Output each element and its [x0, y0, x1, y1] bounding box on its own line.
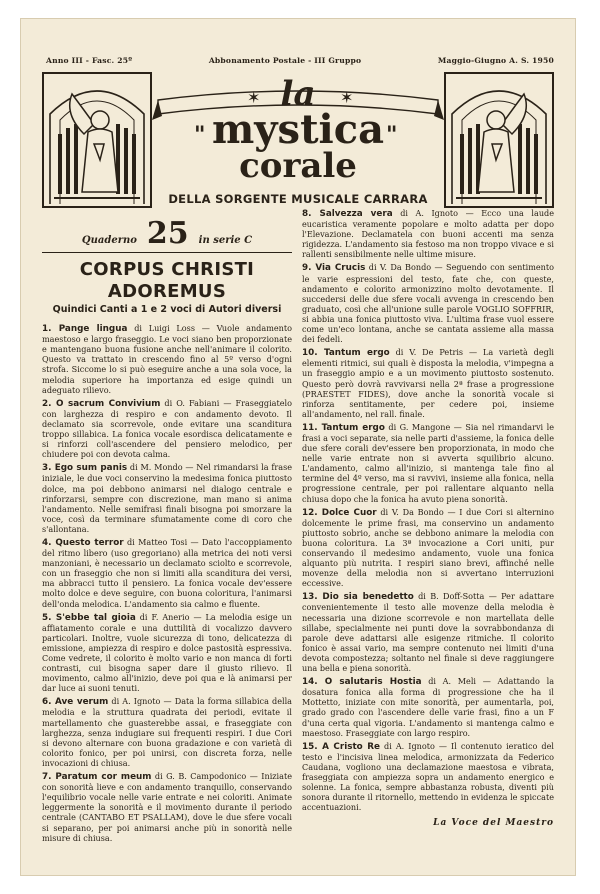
entry	[302, 262, 554, 344]
entry-author: di Matteo Tosi	[126, 536, 188, 547]
entry-heading: 5. S'ebbe tal gioia	[42, 612, 136, 623]
entry-text: — Fraseggiatelo con larghezza di respiro e con andamento devoto. Il declamato sia scorrevole, onde evitare una scanditura troppo sillabica. La fonica vocale esordisca delicatamente e si rinforzi coll'ascendere del pensiero melodico, per chiudere poi con devota calma.	[42, 397, 293, 460]
quaderno-label: Quaderno	[81, 235, 137, 246]
entry	[42, 612, 292, 694]
masthead-subtitle: DELLA SORGENTE MUSICALE CARRARA	[168, 192, 428, 206]
entry	[42, 771, 292, 843]
right-column	[302, 208, 554, 828]
entry-author: di F. Anerio	[139, 611, 190, 622]
entry	[302, 208, 554, 259]
quaderno-serie: in serie C	[198, 235, 253, 246]
entry	[302, 591, 554, 673]
entry-text: — Iniziate con sonorità lieve e con andamento tranquillo, conservando l'equilibrio vocale nelle varie entrate e nei coloriti. Animate leggermente la sonorità e il movimento durante il periodo centrale (CANTABO ET PSALLAM), dove le due sfere vocali si separano, per poi animarsi anche più in sonorità nelle misure di chiusa.	[42, 771, 293, 843]
masthead	[42, 66, 554, 208]
quaderno-number: 25	[146, 216, 189, 251]
entry-heading: 4. Questo terror	[42, 537, 124, 548]
entry-heading: 1. Pange lingua	[42, 324, 128, 335]
entry	[302, 422, 554, 504]
entry-author: di B. Doff-Sotta	[418, 591, 485, 602]
entry-heading: 10. Tantum ergo	[302, 348, 390, 359]
entry-text: — Per adattare convenientemente il testo alle movenze della melodia è necessaria una dizione scorrevole e non martellata delle sillabe, specialmente nei punti dove la sovrabbondanza di parole deve adattarsi alle esigenze ritmiche. Il colorito fonico è assai vario, ma sempre contenuto nei limiti d'una devota compostezza; soltanto nel finale si deve raggiungere una bella e piena sonorità.	[302, 591, 554, 674]
entry-text: — La melodia esige un affiatamento corale e una duttilità di vocalizzo davvero particolari. Inoltre, vuole sicurezza di tono, delicatezza di emissione, ampiezza di respiro e dolce pastosità espressiva. Come vedrete, il colorito è molto vario e non manca di forti contrasti, cui bisogna saper dare il giusto rilievo. Il movimento, calmo all'inizio, deve poi qua e là animarsi per dar luce ai suoni tenuti.	[42, 611, 292, 694]
entry-text: — Nel rimandarsi la frase iniziale, le due voci conservino la medesima fonica piuttosto dolce, ma poi debbono animarsi nel dialogo centrale e rinforzarsi, sempre con discrezione, man mano si anima l'andamento. Nelle semifrasi finali bisogna poi smorzare la voce, così da terminare sfumatamente come di coro che s'allontana.	[42, 462, 293, 534]
entries-list-left	[42, 323, 292, 843]
entry-heading: 2. O sacrum Convivium	[42, 398, 161, 409]
entry-author: di M. Mondo	[129, 462, 183, 473]
footer-signature: La Voce del Maestro	[433, 818, 554, 829]
entry-heading: 9. Via Crucis	[302, 263, 366, 274]
title-mystica: mystica	[211, 106, 385, 153]
entry-author: di O. Fabiani	[164, 397, 220, 408]
entry	[42, 462, 292, 534]
quaderno-line	[42, 216, 292, 251]
entry-author: di Luigi Loss	[134, 323, 195, 334]
entry-heading: 13. Dio sia benedetto	[302, 592, 414, 603]
angel-illustration-right	[444, 72, 554, 208]
page	[20, 18, 576, 876]
title-corale: corale	[239, 146, 357, 186]
entry-text: — Seguendo con sentimento le varie espressioni del testo, fate che, con queste, andamento e colorito armonizzino molto devotamente. Il succedersi delle due sfere vocali avvenga in crescendo ben graduato, così che all'unione sulle parole VOGLIO SOFFRIR, si abbia una fonica piuttosto viva. L'ultima frase vuol essere come un'eco lontana, anche se cantata assieme alla massa dei fedeli.	[302, 262, 555, 345]
star-icon: ✶	[247, 88, 261, 107]
entry-heading: 8. Salvezza vera	[302, 209, 393, 219]
main-subtitle: Quindici Canti a 1 e 2 voci di Autori diversi	[52, 304, 282, 315]
entry	[302, 676, 554, 738]
entry	[302, 347, 554, 419]
entry-text: — Sia nel rimandarvi le frasi a voci separate, sia nelle parti d'assieme, la fonica delle due sfere corali dev'essere ben proporzionata, in modo che nelle varie entrate non si avverta squilibrio alcuno. L'andamento, calmo all'inizio, si mantenga tale fino al termine del 4º verso, ma si ravvivi, insieme alla fonica, nella progressione centrale, per poi rallentare alquanto nella chiusa dopo che la fonica ha avuto piena sonorità.	[302, 421, 554, 504]
quote-mark-left: "	[194, 122, 206, 148]
entry	[42, 537, 292, 609]
star-icon: ✶	[340, 88, 354, 107]
entry-text: — Ecco una laude eucaristica veramente popolare e molto adatta per dopo l'Elevazione. Declamatela con buoni accenti ma senza rigidezza. L'andamento sia festoso ma non troppo vivace e si rallenti sensibilmente nelle ultime misure.	[302, 208, 555, 260]
entry-author: di V. Da Bondo	[380, 506, 444, 517]
entry-heading: 15. A Cristo Re	[302, 741, 380, 752]
left-column	[42, 214, 292, 846]
entry-text: — Dato l'accoppiamento del ritmo libero (uso gregoriano) alla metrica dei noti versi manzoniani, è necessario un declamato sciolto e scorrevole, con un fraseggio che non si limiti alla scanditura dei versi, ma abbracci tutto il pensiero. La fonica vocale dev'essere molto dolce e deve seguire, con buona coloritura, l'animarsi dell'onda melodica. L'andamento sia calmo e fluente.	[42, 536, 292, 609]
entry-author: di V. De Petris	[395, 347, 464, 358]
entry	[42, 323, 292, 395]
entry-author: di G. Mangone	[388, 421, 451, 432]
entry-author: di V. Da Bondo	[368, 262, 432, 273]
entry-heading: 14. O salutaris Hostia	[302, 677, 422, 688]
entry-author: di A. Meli	[428, 676, 477, 687]
issue-number: Anno III - Fasc. 25º	[46, 56, 133, 65]
entry-text: — Adattando la dosatura fonica alla forma di progressione che ha il Mottetto, iniziate con mite sonorità, per aumentarla, poi, grado grado con l'ascendere delle varie frasi, fino a un F d'una certa qual vigoria. L'andamento si mantenga calmo e maestoso. Fraseggiate con largo respiro.	[302, 676, 555, 738]
entry-text: — La varietà degli elementi ritmici, sui quali è disposta la melodia, v'impegna a un fraseggio ampio e a un movimento piuttosto sostenuto. Questo però dovrà ravvivarsi nella 2ª frase a progressione (PRAESTET FIDES), dove anche la sonorità vocale si rinforza sentitamente, per cedere poi, insieme all'andamento, nel rall. finale.	[302, 347, 555, 419]
entry-heading: 12. Dolce Cuor	[302, 507, 377, 518]
main-title: CORPUS CHRISTI ADOREMUS	[79, 259, 255, 302]
entry-author: di G. B. Campodonico	[154, 771, 247, 782]
entry-heading: 7. Paratum cor meum	[42, 772, 152, 783]
issue-date: Maggio-Giugno A. S. 1950	[437, 56, 554, 65]
entry-heading: 3. Ego sum panis	[42, 463, 128, 474]
entry-author: di A. Ignoto	[400, 208, 459, 218]
entry-author: di A. Ignoto	[111, 696, 161, 707]
entry-text: — Data la forma sillabica della melodia e la struttura quadrata dei periodi, evitate il martellamento che guasterebbe assai, e fraseggiate con larghezza, senza indugiare sui frequenti respiri. I due Cori si devono alternare con buona gradazione e con varietà di colorito fonico, per poi unirsi, con discreta forza, nelle invocazioni di chiusa.	[42, 696, 292, 768]
entry-text: — I due Cori si alternino dolcemente le prime frasi, ma conservino un andamento piuttosto sobrio, anche se debbono animare la melodia con buona coloritura. La 3ª invocazione a Cori uniti, pur conservando il medesimo andamento, vuole una fonica alquanto più nutrita. I respiri siano brevi, affinché nelle movenze della melodia non si avvertano interruzioni eccessive.	[302, 506, 554, 589]
quote-mark-right: "	[386, 122, 398, 148]
entry	[42, 398, 292, 460]
header-line	[46, 56, 554, 65]
title-la: la	[280, 74, 316, 114]
divider	[42, 252, 292, 253]
entry	[302, 741, 554, 813]
entry-text: — Vuole andamento maestoso e largo fraseggio. Le voci siano ben proporzionate e mantengano buona fusione anche nell'animare il colorito. Questo va trattato in crescendo fino al 5º verso d'ogni strofa. Siccome lo si può eseguire anche a una sola voce, la melodia superiore ha importanza ed esige quindi un adeguato rilievo.	[42, 323, 292, 395]
entry	[42, 696, 292, 768]
entry-heading: 6. Ave verum	[42, 697, 109, 708]
entry	[302, 507, 554, 589]
angel-illustration-left	[42, 72, 152, 208]
entry-heading: 11. Tantum ergo	[302, 422, 385, 433]
postal-info: Abbonamento Postale - III Gruppo	[208, 56, 362, 65]
entry-author: di A. Ignoto	[384, 740, 435, 751]
entry-text: — Il contenuto ieratico del testo e l'incisiva linea melodica, armonizzata da Federico Caudana, vogliono una declamazione maestosa e vibrata, fraseggiata con ampiezza sopra un andamento energico e solenne. La fonica, sempre abbastanza robusta, diventi più sonora durante il ritornello, mettendo in evidenza le spiccate accentuazioni.	[302, 740, 554, 813]
entries-list-right	[302, 208, 554, 812]
